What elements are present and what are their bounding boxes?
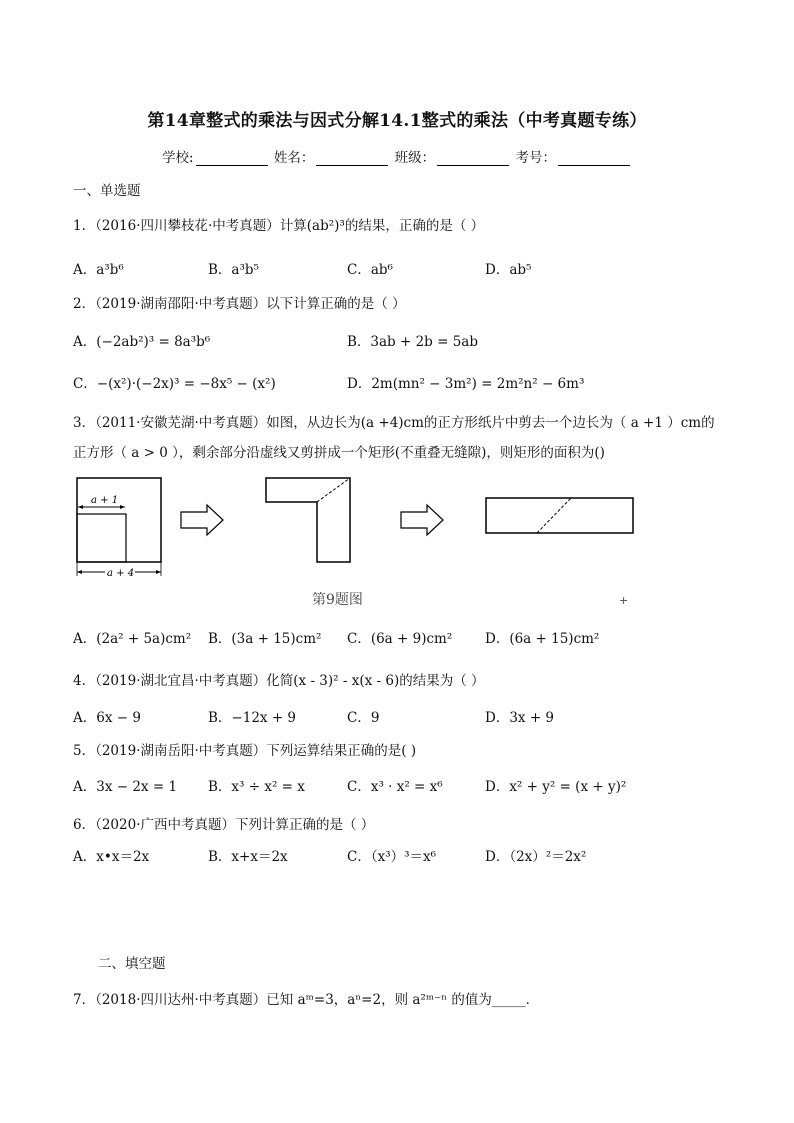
l-shape: [266, 478, 350, 562]
arrow-right-icon: [181, 505, 223, 535]
figure-mark: +: [619, 594, 629, 607]
question-3-stem-line1: 3．（2011·安徽芜湖·中考真题）如图，从边长为(a +4)cm的正方形纸片中剪去一个边长为（ a +1 ）cm的: [73, 415, 715, 431]
exam-no-blank: [558, 151, 630, 166]
question-1-stem: 1．（2016·四川攀枝花·中考真题）计算(ab²)³的结果，正确的是（ ）: [73, 218, 485, 234]
question-3-figure: [65, 470, 665, 620]
question-3-option-a: A．(2a² + 5a)cm²: [73, 631, 192, 647]
question-5-stem: 5．（2019·湖南岳阳·中考真题）下列运算结果正确的是( ): [73, 743, 417, 759]
class-blank: [437, 151, 509, 166]
question-5-option-c: C．x³ · x² = x⁶: [347, 779, 443, 795]
question-5-option-a: A．3x − 2x = 1: [73, 779, 178, 795]
figure-caption: 第9题图: [312, 592, 363, 608]
question-1-option-d: D．ab⁵: [485, 262, 532, 278]
name-blank: [316, 151, 388, 166]
section-heading-single-choice: 一、单选题: [73, 183, 141, 199]
question-1-option-c: C．ab⁶: [347, 262, 393, 278]
cut-square: [77, 514, 126, 562]
question-1-option-a: A．a³b⁶: [73, 262, 124, 278]
student-info-line: [162, 146, 632, 166]
school-blank: [196, 151, 268, 166]
question-4-option-b: B．−12x + 9: [208, 710, 297, 726]
arrowhead-right-bottom: [156, 570, 161, 574]
question-2-stem: 2．（2019·湖南邵阳·中考真题）以下计算正确的是（ ）: [73, 296, 406, 312]
rectangle-dashed-line: [537, 498, 571, 533]
school-label: 学校:: [162, 150, 194, 166]
question-2-option-a: A．(−2ab²)³ = 8a³b⁶: [73, 334, 211, 350]
question-1-option-b: B．a³b⁵: [208, 262, 259, 278]
question-3-option-d: D．(6a + 15)cm²: [485, 631, 600, 647]
question-5-option-b: B．x³ ÷ x² = x: [208, 779, 305, 795]
question-4-stem: 4．（2019·湖北宜昌·中考真题）化简(x - 3)² - x(x - 6)的结果为（ ）: [73, 673, 485, 689]
result-rectangle: [486, 498, 633, 533]
question-2-option-b: B．3ab + 2b = 5ab: [347, 334, 478, 350]
question-6-option-a: A．x•x＝2x: [73, 849, 150, 865]
question-6-stem: 6．（2020·广西中考真题）下列计算正确的是（ ）: [73, 817, 375, 833]
large-square: [77, 478, 161, 562]
question-4-option-d: D．3x + 9: [485, 710, 555, 726]
arrowhead-right-top: [120, 505, 125, 509]
page-title: 第14章整式的乘法与因式分解14.1整式的乘法（中考真题专练）: [147, 111, 647, 131]
question-3-option-c: C．(6a + 9)cm²: [347, 631, 453, 647]
question-3-stem-line2: 正方形（ a > 0 ），剩余部分沿虚线又剪拼成一个矩形(不重叠无缝隙)，则矩形的面积为(): [73, 445, 605, 461]
question-4-option-c: C．9: [347, 710, 380, 726]
cut-dashed-line: [317, 478, 350, 502]
question-6-option-c: C．（x³）³＝x⁶: [347, 849, 437, 865]
exam-no-label: 考号：: [515, 150, 556, 166]
arrow-right-icon: [401, 505, 443, 535]
question-3-option-b: B．(3a + 15)cm²: [208, 631, 322, 647]
section-heading-fill-in: 二、填空题: [98, 956, 166, 972]
name-label: 姓名：: [273, 150, 315, 166]
arrowhead-left-bottom: [77, 570, 82, 574]
question-6-option-b: B．x+x＝2x: [208, 849, 288, 865]
label-a-plus-4: a + 4: [107, 568, 135, 579]
question-6-option-d: D．（2x）²＝2x²: [485, 849, 587, 865]
class-label: 班级：: [394, 150, 436, 166]
label-a-plus-1: a + 1: [91, 495, 119, 506]
question-4-option-a: A．6x − 9: [73, 710, 141, 726]
question-2-option-d: D．2m(mn² − 3m²) = 2m²n² − 6m³: [347, 376, 585, 392]
question-2-option-c: C．−(x²)·(−2x)³ = −8x⁵ − (x²): [73, 376, 276, 392]
question-5-option-d: D．x² + y² = (x + y)²: [485, 779, 627, 795]
question-7-stem: 7．（2018·四川达州·中考真题）已知 aᵐ=3，aⁿ=2，则 a²ᵐ⁻ⁿ 的值为_____．: [73, 992, 540, 1008]
arrowhead-left-top: [78, 505, 83, 509]
